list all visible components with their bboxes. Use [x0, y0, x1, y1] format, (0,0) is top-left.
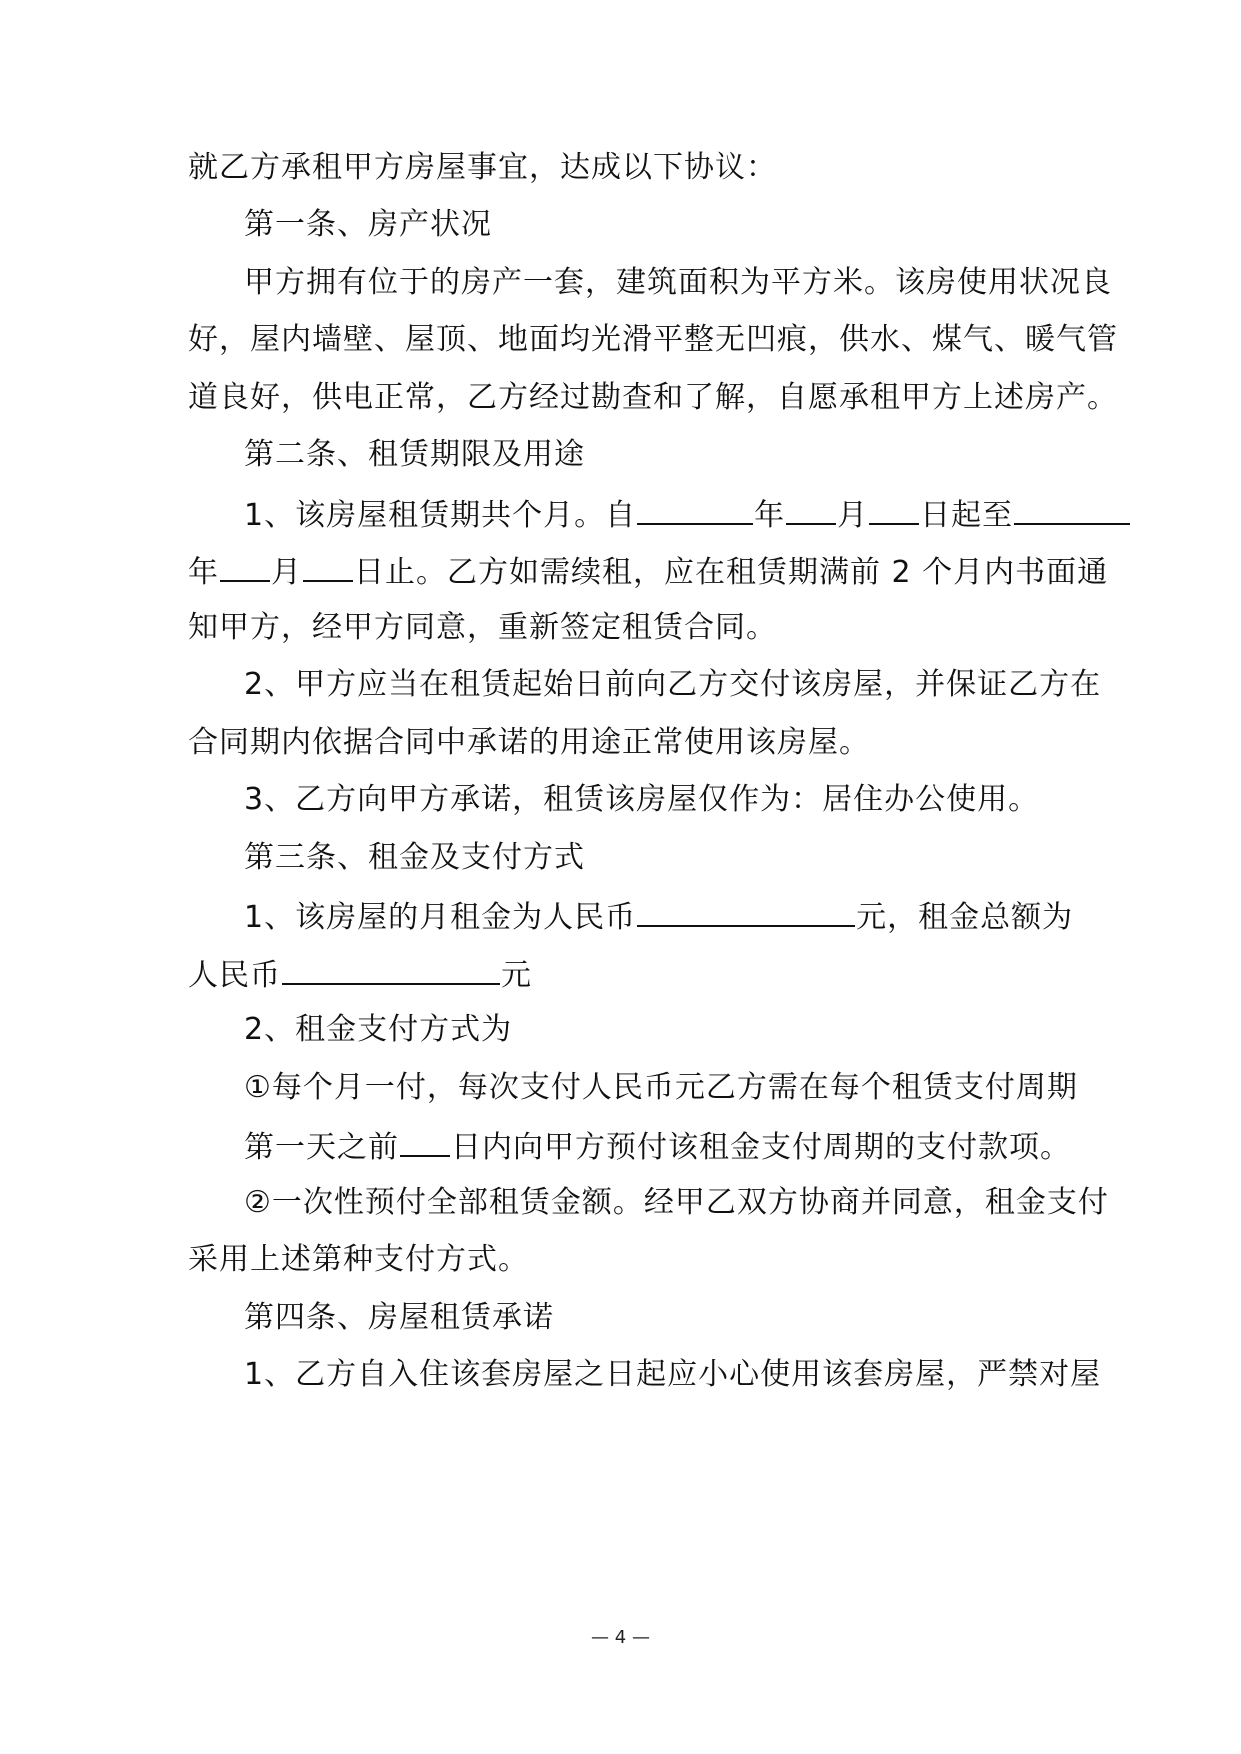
fill-blank — [1014, 493, 1130, 525]
article-heading: 第三条、租金及支付方式 — [244, 840, 585, 875]
paragraph-line: 合同期内依据合同中承诺的用途正常使用该房屋。 — [188, 725, 870, 760]
paragraph-line — [244, 493, 1131, 533]
fill-blank — [400, 1125, 450, 1157]
paragraph-line: 3、乙方向甲方承诺，租赁该房屋仅作为：居住办公使用。 — [244, 782, 1040, 817]
paragraph-line: 就乙方承租甲方房屋事宜，达成以下协议： — [188, 150, 777, 185]
article-heading: 第一条、房产状况 — [244, 207, 492, 242]
paragraph-line: 好，屋内墙壁、屋顶、地面均光滑平整无凹痕，供水、煤气、暖气管 — [188, 322, 1118, 357]
line-text: 月 — [271, 555, 302, 590]
paragraph-line: 甲方拥有位于的房产一套，建筑面积为平方米。该房使用状况良 — [244, 265, 1112, 300]
paragraph-line: 1、乙方自入住该套房屋之日起应小心使用该套房屋，严禁对屋 — [244, 1357, 1102, 1392]
paragraph-line: ①每个月一付，每次支付人民币元乙方需在每个租赁支付周期 — [244, 1070, 1078, 1105]
paragraph-line — [188, 953, 532, 993]
line-text: 人民币 — [188, 958, 281, 993]
line-text: 年 — [188, 555, 219, 590]
paragraph-line — [188, 550, 1108, 590]
paragraph-line: 2、租金支付方式为 — [244, 1012, 513, 1047]
paragraph-line — [244, 1125, 1071, 1165]
line-text: 日内向甲方预付该租金支付周期的支付款项。 — [451, 1130, 1071, 1165]
line-text: 日止。乙方如需续租，应在租赁期满前 2 个月内书面通 — [354, 555, 1109, 590]
line-text: 元，租金总额为 — [856, 900, 1074, 935]
line-text: 元 — [501, 958, 532, 993]
line-text: 1、该房屋租赁期共个月。自 — [244, 498, 637, 533]
paragraph-line: ②一次性预付全部租赁金额。经甲乙双方协商并同意，租金支付 — [244, 1185, 1109, 1220]
line-text: 年 — [754, 498, 786, 533]
line-text: 月 — [837, 498, 869, 533]
paragraph-line: 2、甲方应当在租赁起始日前向乙方交付该房屋，并保证乙方在 — [244, 667, 1102, 702]
line-text: 日起至 — [920, 498, 1014, 533]
paragraph-line — [244, 895, 1073, 935]
line-text: 第一天之前 — [244, 1130, 399, 1165]
fill-blank — [786, 493, 836, 525]
fill-blank — [220, 550, 270, 582]
page-number: — 4 — — [591, 1627, 650, 1648]
line-text: 1、该房屋的月租金为人民币 — [244, 900, 637, 935]
paragraph-line: 知甲方，经甲方同意，重新签定租赁合同。 — [188, 610, 777, 645]
paragraph-line: 采用上述第种支付方式。 — [188, 1242, 529, 1277]
fill-blank — [637, 493, 753, 525]
paragraph-line: 道良好，供电正常，乙方经过勘查和了解，自愿承租甲方上述房产。 — [188, 380, 1118, 415]
fill-blank — [303, 550, 353, 582]
fill-blank — [637, 895, 855, 927]
fill-blank — [869, 493, 919, 525]
fill-blank — [282, 953, 500, 985]
article-heading: 第四条、房屋租赁承诺 — [244, 1300, 554, 1335]
article-heading: 第二条、租赁期限及用途 — [244, 437, 585, 472]
